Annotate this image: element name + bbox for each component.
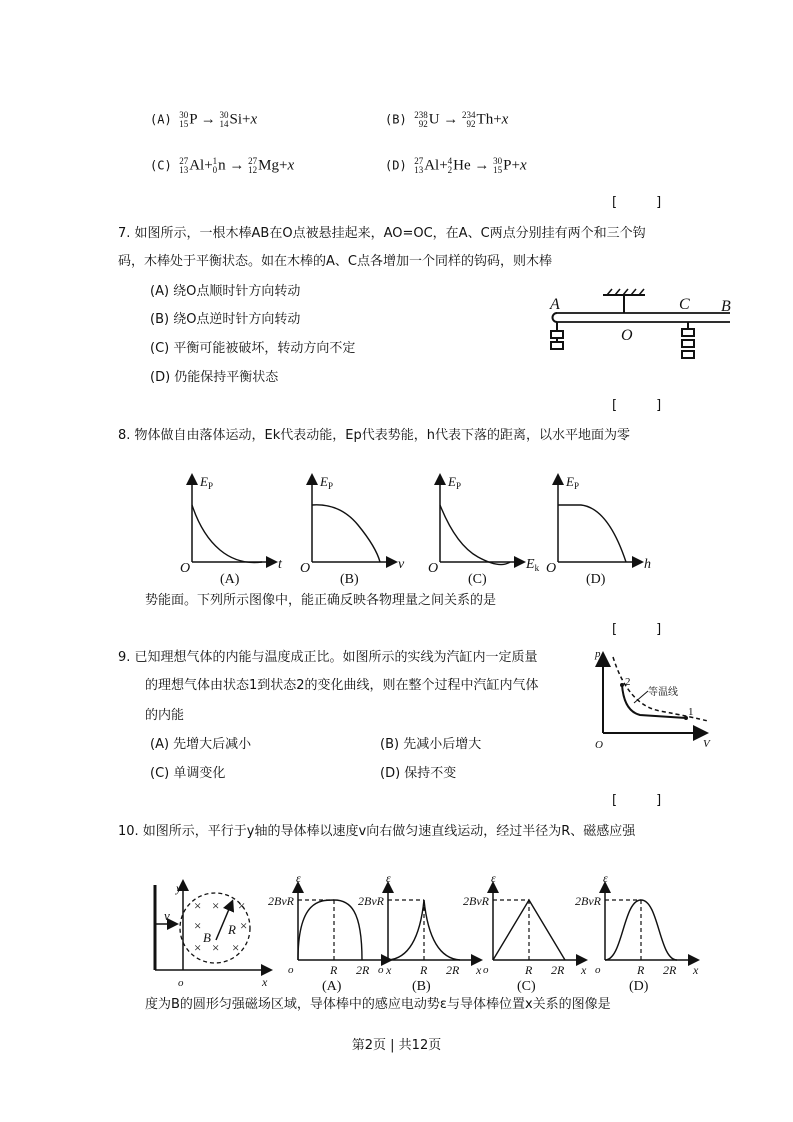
isotherm-label: 等温线	[648, 687, 678, 698]
origin-label: o	[378, 964, 384, 976]
q7-stem-line1: 7. 如图所示，一根木棒AB在O点被悬挂起来，AO=OC，在A、C两点分别挂有两个和三个钩	[118, 226, 646, 241]
curve	[558, 505, 626, 562]
q7-option-b[interactable]: (B) 绕O点逆时针方向转动	[150, 312, 301, 327]
x-axis-label: x	[581, 963, 587, 977]
arrow: →	[443, 111, 459, 128]
q7-option-d[interactable]: (D) 仍能保持平衡状态	[150, 370, 279, 385]
cross-mark: ×	[194, 918, 202, 933]
origin-label: o	[288, 964, 294, 976]
symbol: U	[428, 111, 440, 128]
y-label-sub: P	[455, 481, 461, 491]
velocity-label: v	[164, 908, 170, 923]
field-b-label: B	[203, 930, 211, 945]
q9-option-b[interactable]: (B) 先减小后增大	[380, 737, 482, 752]
symbol: Al+	[424, 157, 448, 174]
q9-stem-line2: 的理想气体由状态1到状态2的变化曲线，则在整个过程中汽缸内气体	[145, 678, 539, 693]
q6-option-c	[150, 157, 294, 175]
pv-diagram	[590, 645, 715, 755]
atomic-number: 15	[493, 165, 503, 175]
mass-number: 30	[493, 156, 503, 166]
caption: (D)	[629, 979, 649, 994]
symbol: P	[189, 111, 197, 128]
radius-label: R	[228, 922, 236, 937]
q9-stem-line1: 9. 已知理想气体的内能与温度成正比。如图所示的实线为汽缸内一定质量	[118, 650, 538, 665]
variable-x: x	[287, 157, 295, 174]
variable-x: x	[519, 157, 527, 174]
curve	[440, 505, 510, 565]
nuclide	[414, 111, 428, 129]
cross-mark: ×	[232, 940, 240, 955]
option-label: (A)	[150, 112, 172, 127]
y-axis-label: ε	[603, 871, 608, 885]
y-label-sub: P	[207, 481, 213, 491]
origin-label: o	[483, 964, 489, 976]
y-label-sub: P	[327, 481, 333, 491]
q9-stem-line3: 的内能	[145, 708, 185, 723]
x-axis-label	[398, 557, 405, 572]
mass-number: 30	[179, 110, 189, 120]
label-a: A	[550, 296, 560, 313]
q10-figures	[150, 870, 710, 995]
symbol: P+	[503, 157, 520, 174]
guide-lines	[298, 900, 334, 960]
origin-label: O	[546, 561, 557, 576]
caption: (B)	[340, 572, 359, 587]
atomic-number: 12	[248, 165, 258, 175]
nuclide	[414, 157, 423, 175]
lever-figure	[545, 285, 745, 375]
peak-label: 2BvR	[463, 894, 489, 908]
atomic-number: 92	[466, 119, 476, 129]
x-axis-label	[525, 557, 540, 573]
cross-mark: ×	[194, 898, 202, 913]
cross-mark: ×	[212, 898, 220, 913]
nuclide	[219, 111, 228, 129]
emf-graph-c	[463, 871, 587, 994]
q8-stem-line2: 势能面。下列所示图像中，能正确反映各物理量之间关系的是	[145, 593, 497, 608]
nuclide	[248, 157, 257, 175]
x-label-main: t	[278, 557, 282, 572]
arrow: →	[200, 111, 216, 128]
q6-option-a	[150, 111, 257, 129]
x-label-main: v	[398, 557, 405, 572]
atomic-number: 13	[179, 165, 189, 175]
nuclide	[462, 111, 476, 129]
emf-graph-a	[268, 871, 392, 994]
origin-label: O	[595, 739, 603, 751]
cross-mark: ×	[238, 898, 246, 913]
x-axis-label: x	[693, 963, 699, 977]
tick-2r: 2R	[551, 963, 565, 977]
symbol: Th+	[476, 111, 502, 128]
mass-number: 1	[212, 156, 218, 166]
tick-r: R	[330, 963, 338, 977]
q6-option-d	[385, 157, 527, 175]
x-axis-label	[644, 557, 651, 572]
tick-2r: 2R	[446, 963, 460, 977]
answer-bracket[interactable]: [ ]	[612, 195, 662, 210]
label-c: C	[679, 296, 690, 313]
tick-2r: 2R	[356, 963, 370, 977]
answer-bracket[interactable]: [ ]	[612, 793, 662, 808]
ep-graph-d	[546, 474, 651, 587]
caption: (B)	[412, 979, 431, 994]
option-label: (C)	[150, 158, 172, 173]
axis-v-label: V	[703, 738, 710, 750]
mass-number: 238	[414, 110, 428, 120]
caption: (D)	[586, 572, 606, 587]
x-axis-label: x	[476, 963, 482, 977]
answer-bracket[interactable]: [ ]	[612, 398, 662, 413]
variable-x: x	[501, 111, 509, 128]
y-label-sub: P	[573, 481, 579, 491]
origin-label: o	[595, 964, 601, 976]
option-label: (B)	[385, 112, 407, 127]
curve	[192, 505, 262, 563]
axis-y-label: y	[176, 881, 182, 895]
symbol: Si+	[229, 111, 251, 128]
state-2-label: 2	[625, 676, 631, 688]
caption: (C)	[517, 979, 536, 994]
mass-number: 27	[414, 156, 424, 166]
axis-x-label: x	[262, 975, 268, 989]
caption: (C)	[468, 572, 487, 587]
mass-number: 234	[462, 110, 476, 120]
y-axis-label: ε	[296, 871, 301, 885]
page-footer: 第2页 | 共12页	[351, 1038, 442, 1053]
y-axis-label: ε	[491, 871, 496, 885]
peak-label: 2BvR	[575, 894, 601, 908]
y-axis-label	[447, 474, 461, 491]
q8-stem-line1: 8. 物体做自由落体运动，Ek代表动能，Ep代表势能，h代表下落的距离，以水平地面为零	[118, 428, 630, 443]
ep-graph-a	[180, 474, 283, 587]
y-label-main: E	[320, 474, 328, 489]
magnetic-field-figure	[155, 881, 270, 989]
cross-mark: ×	[212, 940, 220, 955]
q8-graphs	[180, 470, 670, 590]
label-b: B	[721, 298, 731, 315]
y-axis-label	[319, 474, 333, 491]
q7-option-c[interactable]: (C) 平衡可能被破坏，转动方向不定	[150, 341, 356, 356]
nuclide	[448, 157, 453, 175]
y-label-main: E	[200, 474, 208, 489]
symbol: n	[218, 157, 226, 174]
arrow: →	[229, 157, 245, 174]
q7-option-a[interactable]: (A) 绕O点顺时针方向转动	[150, 284, 301, 299]
state-1-label: 1	[688, 706, 694, 718]
mass-number: 4	[447, 156, 453, 166]
ep-graph-c	[428, 474, 540, 587]
q9-option-c[interactable]: (C) 单调变化	[150, 766, 226, 781]
tick-r: R	[525, 963, 533, 977]
nuclide	[493, 157, 502, 175]
x-axis-label: x	[386, 963, 392, 977]
nuclide	[213, 157, 218, 175]
nuclide	[179, 157, 188, 175]
atomic-number: 14	[219, 119, 229, 129]
caption: (A)	[322, 979, 342, 994]
symbol: Al+	[189, 157, 213, 174]
tick-r: R	[420, 963, 428, 977]
mass-number: 30	[219, 110, 229, 120]
origin-label: o	[178, 977, 184, 989]
emf-graph-b	[358, 871, 482, 994]
variable-x: x	[250, 111, 258, 128]
origin-label: O	[180, 561, 191, 576]
atomic-number: 15	[179, 119, 189, 129]
label-o: O	[621, 327, 633, 344]
peak-label: 2BvR	[358, 894, 384, 908]
tick-2r: 2R	[663, 963, 677, 977]
x-axis-label	[278, 557, 283, 572]
atomic-number: 2	[447, 165, 453, 175]
q10-stem-line1: 10. 如图所示，平行于y轴的导体棒以速度v向右做匀速直线运动，经过半径为R、磁感应强	[118, 824, 636, 839]
emf-graph-d	[575, 871, 699, 994]
q9-option-a[interactable]: (A) 先增大后减小	[150, 737, 252, 752]
y-axis-label	[565, 474, 579, 491]
axis-p-label: p	[595, 648, 601, 660]
cross-mark: ×	[194, 940, 202, 955]
q9-option-d[interactable]: (D) 保持不变	[380, 766, 457, 781]
arrow: →	[474, 157, 490, 174]
y-label-main: E	[566, 474, 574, 489]
symbol: He	[453, 157, 471, 174]
atomic-number: 92	[418, 119, 428, 129]
x-label-main: h	[644, 557, 651, 572]
tick-r: R	[637, 963, 645, 977]
x-label-main: E	[526, 557, 535, 572]
mass-number: 27	[248, 156, 258, 166]
curve	[298, 900, 362, 960]
q10-stem-line2: 度为B的圆形匀强磁场区域，导体棒中的感应电动势ε与导体棒位置x关系的图像是	[145, 997, 611, 1012]
symbol: Mg+	[258, 157, 288, 174]
atomic-number: 13	[414, 165, 424, 175]
answer-bracket[interactable]: [ ]	[612, 622, 662, 637]
q7-stem-line2: 码，木棒处于平衡状态。如在木棒的A、C点各增加一个同样的钩码，则木棒	[118, 254, 552, 269]
y-axis-label: ε	[386, 871, 391, 885]
origin-label: O	[428, 561, 439, 576]
caption: (A)	[220, 572, 240, 587]
x-label-sub: k	[534, 563, 540, 573]
cross-mark: ×	[240, 918, 248, 933]
ep-graph-b	[300, 474, 405, 587]
option-label: (D)	[385, 158, 407, 173]
mass-number: 27	[179, 156, 189, 166]
origin-label: O	[300, 561, 311, 576]
q6-option-b	[385, 111, 508, 129]
atomic-number: 0	[212, 165, 218, 175]
curve	[312, 505, 380, 562]
peak-label: 2BvR	[268, 894, 294, 908]
y-label-main: E	[448, 474, 456, 489]
y-axis-label	[199, 474, 213, 491]
nuclide	[179, 111, 188, 129]
